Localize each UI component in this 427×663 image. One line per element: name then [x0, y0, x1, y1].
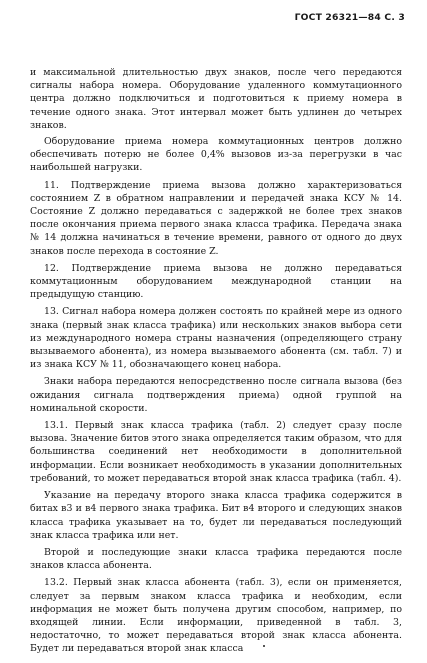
paragraph-13: 13. Сигнал набора номера должен состоять по крайней мере из одного знака (первый знак класса трафика) или нескольких знаков выбора сети из международного номера страны назначения (определяющего страну вызываемого абонента), из номера вызываемого абонента (см. табл. 7) и из знака КСУ № 11, обозначающего конец набора.	[30, 306, 402, 371]
paragraph-13-2: 13.2. Первый знак класса абонента (табл. 3), если он применяется, следует за первым знаком класса трафика и необходим, если информация не может быть получена другим способом, например, по входящей линии. Если информации, приведенной в табл. 3, недостаточно, то может передаваться второй знак класса абонента. Будет ли передаваться второй знак класса	[30, 577, 402, 655]
page-header: ГОСТ 26321—84 С. 3	[294, 12, 405, 23]
page-dot-mark	[263, 645, 265, 647]
document-body	[30, 66, 402, 659]
paragraph-second-sign: Указание на передачу второго знака класса трафика содержится в битах в3 и в4 первого знака трафика. Бит в4 второго и следующих знаков класса трафика указывает на то, будет ли передаваться последующий знак класса трафика или нет.	[30, 490, 402, 541]
paragraph-equipment-loss: Оборудование приема номера коммутационных центров должно обеспечивать потерю не более 0,4% вызовов из-за перегрузки в час наибольшей нагрузки.	[30, 136, 402, 174]
paragraph-12: 12. Подтверждение приема вызова не должно передаваться коммутационным оборудованием международной станции на предыдущую станцию.	[30, 262, 402, 301]
paragraph-continuation: и максимальной длительностью двух знаков, после чего передаются сигналы набора номера. Оборудование удаленного коммутационного центра должно подключиться и подготовиться к приему номера в течение одного знака. Этот интервал может быть удлинен до четырех знаков.	[30, 67, 402, 131]
paragraph-11: 11. Подтверждение приема вызова должно характеризоваться состоянием Z в обратном направлении и передачей знака КСУ № 14. Состояние Z должно передаваться с задержкой не более трех знаков после окончания приема первого знака класса трафика. Передача знака № 14 должна начинаться в течение времени, равного от одного до двух знаков после перехода в состояние Z.	[30, 179, 402, 257]
paragraph-13-1: 13.1. Первый знак класса трафика (табл. 2) следует сразу после вызова. Значение битов этого знака определяется таким образом, что для большинства соединений нет необходимости в дополнительной информации. Если возникает необходимость в указании дополнительных требований, то может передаваться второй знак класса трафика (табл. 4).	[30, 420, 402, 484]
paragraph-following-signs: Второй и последующие знаки класса трафика передаются после знаков класса абонента.	[30, 546, 402, 572]
paragraph-dial-signs: Знаки набора передаются непосредственно после сигнала вызова (без ожидания сигнала подтверждения приема) одной группой на номинальной скорости.	[30, 376, 402, 414]
